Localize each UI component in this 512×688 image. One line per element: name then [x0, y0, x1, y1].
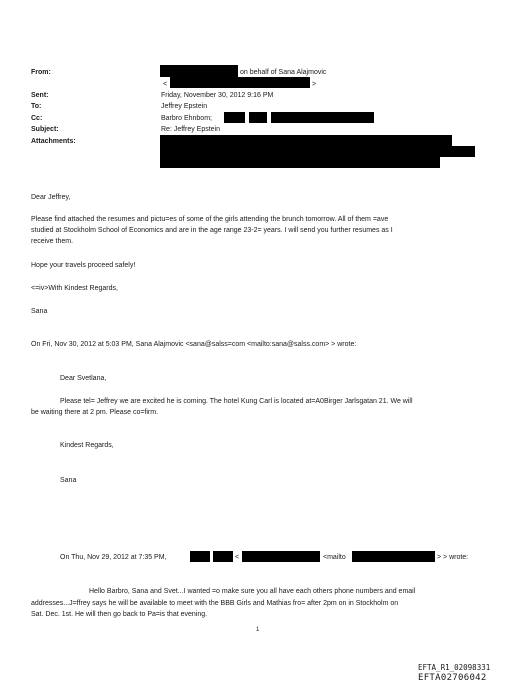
quoted-header-2-start: On Thu, Nov 29, 2012 at 7:35 PM,: [60, 554, 167, 561]
quoted-greeting: Dear Svetlana,: [60, 375, 107, 382]
footer-id-2: EFTA02706042: [418, 673, 487, 683]
body-paragraph-line-3: receive them.: [31, 238, 74, 245]
quoted-signature: Sana: [60, 477, 77, 484]
body-paragraph-line-1: Please find attached the resumes and pictu=es of some of the girls attending the brunch tomorrow. All of them =ave: [31, 216, 389, 223]
sent-value: Friday, November 30, 2012 9:16 PM: [161, 92, 274, 99]
redaction-cc-1: [224, 112, 245, 123]
page-number: 1: [256, 627, 260, 633]
quoted2-line-1: Hello Barbro, Sana and Svet...I wanted =o make sure you all have each others phone numbers and email: [89, 588, 416, 595]
greeting: Dear Jeffrey,: [31, 194, 71, 201]
redaction-cc-3: [271, 112, 374, 123]
from-email-open-bracket: <: [163, 81, 168, 88]
redaction-attachments-2: [160, 146, 475, 157]
quoted-header-2-end: > > wrote:: [437, 554, 469, 561]
signature: Sana: [31, 308, 48, 315]
from-label: From:: [31, 69, 51, 76]
body-paragraph-line-2: studied at Stockholm School of Economics and are in the age range 23-2= years. I will send you further resumes as I: [31, 227, 393, 234]
footer-id-1: EFTA_R1_02098331: [418, 663, 491, 672]
from-email-close-bracket: >: [312, 81, 317, 88]
quoted-header-2-lt: <: [235, 554, 240, 561]
redaction-from-email: [170, 77, 310, 88]
redaction-attachments-3: [160, 157, 440, 168]
from-value: on behalf of Sana Alajmovic: [240, 69, 327, 76]
redaction-from-name: [160, 65, 238, 77]
sent-label: Sent:: [31, 92, 49, 99]
quoted-header-1: On Fri, Nov 30, 2012 at 5:03 PM, Sana Alajmovic <sana@salss=com <mailto:sana@salss.com> > wrote:: [31, 341, 357, 348]
subject-value: Re: Jeffrey Epstein: [161, 126, 221, 133]
redaction-q2-1: [190, 551, 210, 562]
travel-line: Hope your travels proceed safely!: [31, 262, 136, 269]
subject-label: Subject:: [31, 126, 59, 133]
quoted-line-1: Please tel= Jeffrey we are excited he is coming. The hotel Kung Carl is located at=A0Birger Jarlsgatan 21. We will: [60, 398, 413, 405]
redaction-cc-2: [249, 112, 267, 123]
quoted2-line-3: Sat. Dec. 1st. He will then go back to Pa=is that evening.: [31, 611, 208, 618]
quoted-regards: Kindest Regards,: [60, 442, 114, 449]
redaction-q2-3: [242, 551, 320, 562]
cc-value: Barbro Ehnbom;: [161, 115, 212, 122]
to-label: To:: [31, 103, 42, 110]
attachments-label: Attachments:: [31, 138, 76, 145]
to-value: Jeffrey Epstein: [161, 103, 208, 110]
quoted2-line-2: addresses...J=ffrey says he will be available to meet with the BBB Girls and Mathias fro= after 2pm on in Stockholm on: [31, 600, 399, 607]
redaction-q2-2: [213, 551, 233, 562]
quoted-header-2-mailto: <mailto: [323, 554, 346, 561]
redaction-q2-4: [352, 551, 435, 562]
cc-label: Cc:: [31, 115, 43, 122]
redaction-attachments-1: [160, 135, 452, 146]
regards-line: <=iv>With Kindest Regards,: [31, 285, 118, 292]
quoted-line-2: be waiting there at 2 pm. Please co=firm.: [31, 409, 159, 416]
